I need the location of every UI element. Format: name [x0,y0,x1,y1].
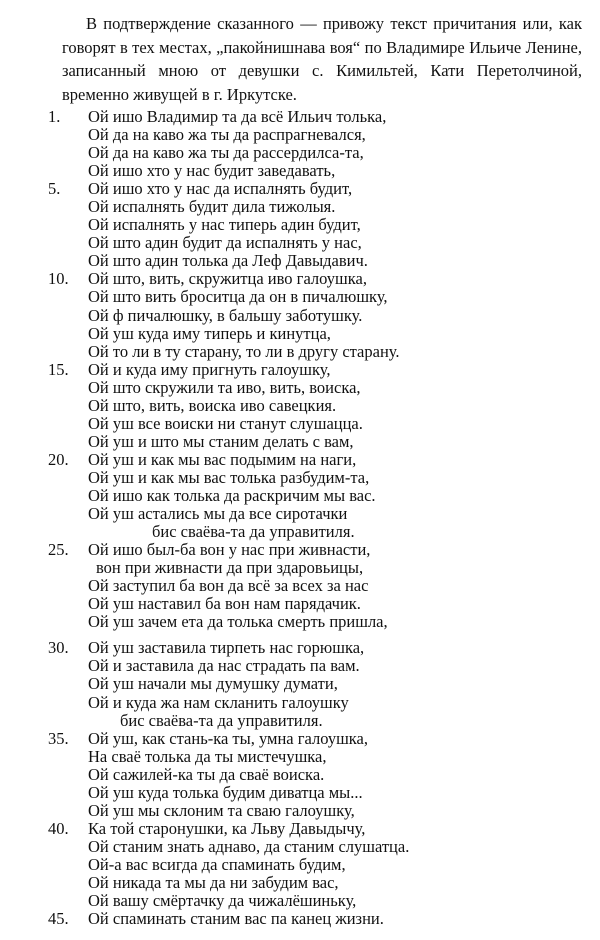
verse-text: Ой испалнять будит дила тижолыя. [88,197,336,217]
verse-line [48,748,588,766]
verse-line [48,108,588,126]
lament-verse-list [48,108,588,928]
verse-line [48,343,588,361]
verse-line [48,198,588,216]
verse-text: Ой ишо хто у нас да испалнять будит, [88,179,353,199]
verse-text: Ой уш все воиски ни станут слушацца. [88,413,363,433]
verse-text: бис сваёва-та да управитиля. [120,710,323,730]
verse-line [48,469,588,487]
verse-line [48,712,588,730]
verse-line [48,487,588,505]
verse-text: Ой ишо хто у нас будит заведавать, [88,161,336,181]
verse-line [48,838,588,856]
verse-line [48,694,588,712]
verse-text: Ой вашу смёртачку да чижалёшиньку, [88,891,357,911]
verse-line [48,505,588,523]
verse-line [48,874,588,892]
verse-line [48,126,588,144]
verse-text: Ой заступил ба вон да всё за всех за нас [88,576,369,596]
verse-line [48,892,588,910]
verse-text: Ой уш куда толька будим диватца мы... [88,782,363,802]
verse-text: Ой и куда жа нам скланить галоушку [88,692,349,712]
verse-line [48,379,588,397]
verse-number: 35. [48,728,69,748]
verse-line [48,361,588,379]
verse-number: 15. [48,359,69,379]
verse-line [48,820,588,838]
verse-text: Ой ф пичалюшку, в бальшу заботушку. [88,305,363,325]
verse-line [48,523,588,541]
intro-paragraph: В подтверждение сказанного — привожу текст причитания или, как говорят в тех местах, „пакойнишнава воя“ по Владимире Ильиче Ленине, записанный мною от девушки с. Кимильтей, Кати Перетолчиной, временно живущей в г. Иркутске. [62,14,582,104]
verse-text: Ой уш и как мы вас подымим на наги, [88,449,357,469]
verse-text: Ой и куда иму пригнуть галоушку, [88,359,331,379]
verse-line [48,784,588,802]
verse-text: Ой што, вить, скружитца иво галоушка, [88,269,367,289]
verse-text: Ой уш и што мы станим делать с вам, [88,431,354,451]
verse-text: Ой уш, как стань-ка ты, умна галоушка, [88,728,368,748]
verse-line [48,415,588,433]
verse-text: Ой испалнять у нас типерь адин будит, [88,215,361,235]
verse-text: Ой уш зачем ета да толька смерть пришла, [88,612,388,632]
verse-number: 1. [48,107,61,126]
verse-number: 40. [48,818,69,838]
verse-text: Ой никада та мы да ни забудим вас, [88,872,339,892]
verse-text: Ой што адин толька да Леф Давыдавич. [88,251,368,271]
verse-line [48,397,588,415]
verse-text: Ой-а вас всигда да спаминать будим, [88,854,346,874]
verse-text: Ой да на каво жа ты да рассердилса-та, [88,143,364,163]
verse-line [48,657,588,675]
verse-text: Ой уш астались мы да все сиротачки [88,504,348,524]
verse-line [48,307,588,325]
verse-number: 20. [48,449,69,469]
verse-text: Ой уш наставил ба вон нам парядачик. [88,594,361,614]
verse-number: 45. [48,909,69,929]
verse-line [48,541,588,559]
verse-text: Ой што вить броситца да он в пичалюшку, [88,287,388,307]
verse-line [48,288,588,306]
verse-text: Ка той старонушки, ка Льву Давыдычу, [88,818,366,838]
verse-text: Ой што скружили та иво, вить, воиска, [88,377,361,397]
verse-line [48,234,588,252]
verse-number: 5. [48,179,61,199]
verse-line [48,802,588,820]
verse-text: Ой станим знать аднаво, да станим слушатца. [88,836,410,856]
verse-text: вон при живнасти да при здаровьицы, [96,558,364,578]
verse-line [48,766,588,784]
verse-text: Ой што адин будит да испалнять у нас, [88,233,362,253]
verse-line [48,675,588,693]
verse-text: Ой уш начали мы думушку думати, [88,674,338,694]
verse-line [48,613,588,631]
verse-line [48,451,588,469]
verse-text: Ой ишо Владимир та да всё Ильич толька, [88,107,387,126]
verse-line [48,270,588,288]
verse-line [48,180,588,198]
verse-line [48,216,588,234]
verse-text: Ой и заставила да нас страдать па вам. [88,656,360,676]
verse-text: Ой да на каво жа ты да распрагневался, [88,125,366,145]
verse-text: Ой уш заставила тирпеть нас горюшка, [88,638,365,658]
verse-number: 25. [48,540,69,560]
verse-line [48,730,588,748]
verse-line [48,433,588,451]
verse-number: 30. [48,638,69,658]
verse-line [48,144,588,162]
verse-line [48,577,588,595]
verse-text: Ой уш и как мы вас толька разбудим-та, [88,467,370,487]
verse-text: бис сваёва-та да управитиля. [152,522,355,542]
verse-text: На сваё толька да ты мистечушка, [88,746,327,766]
verse-line [48,252,588,270]
verse-line [48,162,588,180]
verse-line [48,595,588,613]
verse-line [48,856,588,874]
verse-text: Ой спаминать станим вас па канец жизни. [88,909,384,929]
verse-text: Ой то ли в ту старану, то ли в другу старану. [88,341,400,361]
verse-line [48,639,588,657]
verse-line [48,559,588,577]
verse-number: 10. [48,269,69,289]
verse-text: Ой сажилей-ка ты да сваё воиска. [88,764,325,784]
verse-text: Ой што, вить, воиска иво савецкия. [88,395,337,415]
verse-line [48,325,588,343]
verse-line [48,910,588,928]
verse-text: Ой ишо был-ба вон у нас при живнасти, [88,540,371,560]
verse-text: Ой уш куда иму типерь и кинутца, [88,323,331,343]
verse-text: Ой уш мы склоним та сваю галоушку, [88,800,355,820]
verse-text: Ой ишо как толька да раскричим мы вас. [88,485,376,505]
